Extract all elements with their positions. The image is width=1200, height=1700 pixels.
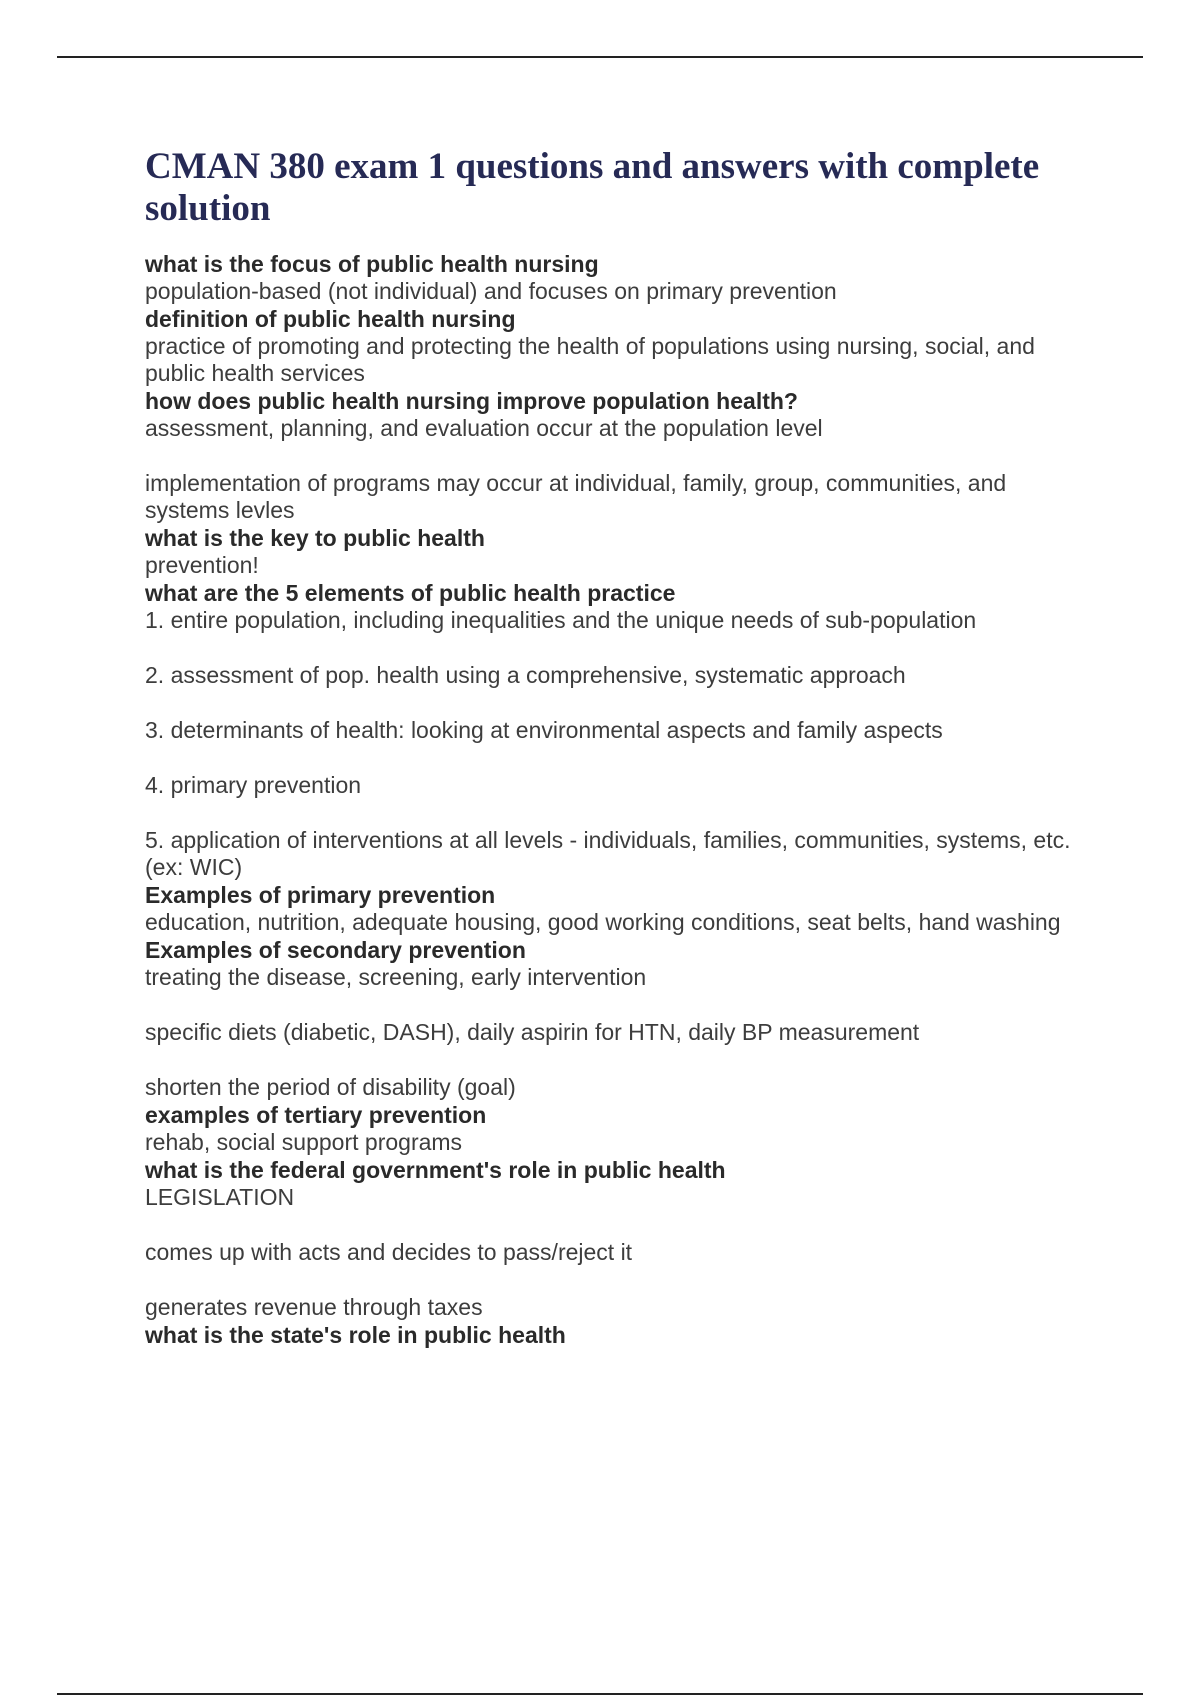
answer-paragraph: shorten the period of disability (goal): [145, 1074, 516, 1100]
question: examples of tertiary prevention: [145, 1102, 487, 1128]
answer-paragraph: 3. determinants of health: looking at environmental aspects and family aspects: [145, 717, 943, 743]
answer-paragraph: practice of promoting and protecting the health of populations using nursing, social, and public health services: [145, 333, 1035, 386]
answer-paragraph: implementation of programs may occur at individual, family, group, communities, and systems levles: [145, 470, 1007, 523]
question: what is the key to public health: [145, 525, 485, 551]
question: how does public health nursing improve population health?: [145, 388, 798, 414]
answer-paragraph: rehab, social support programs: [145, 1129, 463, 1155]
answer-paragraph: assessment, planning, and evaluation occur at the population level: [145, 415, 823, 441]
qa-list: [145, 250, 1090, 1349]
answer: [145, 909, 1090, 936]
answer: [145, 1184, 1090, 1321]
answer: [145, 415, 1090, 524]
question: what is the state's role in public health: [145, 1322, 566, 1348]
answer-paragraph: specific diets (diabetic, DASH), daily aspirin for HTN, daily BP measurement: [145, 1019, 920, 1045]
page-top-rule: [57, 56, 1143, 58]
page-bottom-rule: [57, 1693, 1143, 1695]
document-body: [145, 146, 1090, 1349]
question: what is the focus of public health nursing: [145, 251, 599, 277]
answer-paragraph: 2. assessment of pop. health using a comprehensive, systematic approach: [145, 662, 906, 688]
question: what is the federal government's role in public health: [145, 1157, 726, 1183]
question: definition of public health nursing: [145, 306, 516, 332]
answer: [145, 333, 1090, 387]
answer-paragraph: treating the disease, screening, early intervention: [145, 964, 647, 990]
answer-paragraph: LEGISLATION: [145, 1184, 295, 1210]
answer: [145, 1129, 1090, 1156]
answer: [145, 607, 1090, 881]
answer-paragraph: generates revenue through taxes: [145, 1294, 483, 1320]
answer-paragraph: population-based (not individual) and focuses on primary prevention: [145, 278, 837, 304]
answer-paragraph: 5. application of interventions at all levels - individuals, families, communities, systems, etc. (ex: WIC): [145, 827, 1071, 880]
answer: [145, 278, 1090, 305]
answer: [145, 964, 1090, 1101]
answer-paragraph: education, nutrition, adequate housing, good working conditions, seat belts, hand washing: [145, 909, 1061, 935]
document-title: CMAN 380 exam 1 questions and answers with complete solution: [145, 146, 1040, 229]
answer-paragraph: 1. entire population, including inequalities and the unique needs of sub-population: [145, 607, 977, 633]
answer-paragraph: prevention!: [145, 552, 259, 578]
answer-paragraph: comes up with acts and decides to pass/reject it: [145, 1239, 633, 1265]
question: Examples of secondary prevention: [145, 937, 526, 963]
answer: [145, 552, 1090, 579]
question: Examples of primary prevention: [145, 882, 496, 908]
answer-paragraph: 4. primary prevention: [145, 772, 362, 798]
question: what are the 5 elements of public health practice: [145, 580, 676, 606]
